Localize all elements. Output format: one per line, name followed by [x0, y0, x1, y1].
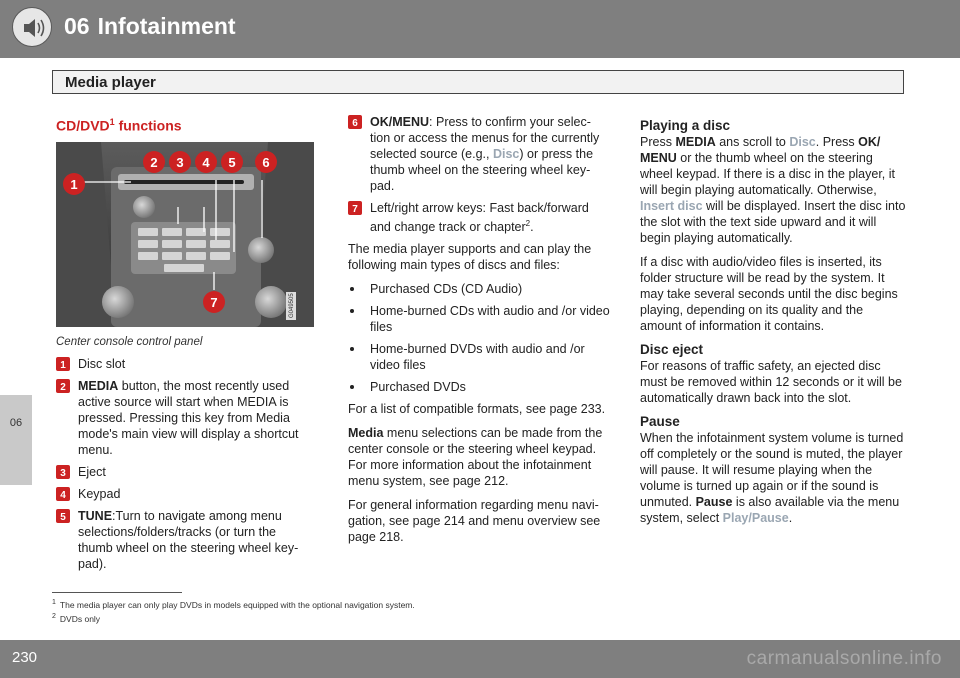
- number-marker-icon: [56, 379, 70, 393]
- footnote-divider: [52, 592, 182, 593]
- callout-2: 2: [150, 154, 158, 170]
- footnote-2: $^2$ DVDs only: [52, 612, 101, 624]
- list-item: Home-burned DVDs with audio and /or video files: [348, 341, 610, 373]
- page-number: 230: [12, 649, 38, 666]
- playing-disc-heading: Playing a disc: [640, 118, 731, 133]
- list-item: 5 TUNE:Turn to navigate among menu selections/folders/tracks (or turn the thumb wheel on the steering wheel key-pad).: [56, 508, 311, 572]
- left-margin: [0, 58, 32, 640]
- svg-text:6: 6: [352, 118, 358, 129]
- folder-structure-paragraph: If a disc with audio/video files is inserted, its folder structure will be read by the system. It may take several seconds until the disc begins playing, depending on its quality and the amount of information it contains.: [640, 255, 898, 333]
- pause-heading: Pause: [640, 414, 680, 429]
- list-item: 4 Keypad: [56, 486, 311, 502]
- playing-disc-paragraph: Press MEDIA ans scroll to Disc. Press OK/ MENU or the thumb wheel on the steering wheel keypad. If there is a disc in the player, it will begin playing automatically. Otherwise, Insert disc will be displayed. Insert the disc into the slot with the text side upward and it will begin playing automatically.: [640, 135, 906, 245]
- side-tab-label: 06: [9, 417, 23, 429]
- svg-text:1: 1: [60, 359, 66, 371]
- number-marker-icon: [348, 201, 362, 215]
- number-marker-icon: [56, 465, 70, 479]
- svg-text:5: 5: [60, 511, 66, 523]
- photo-code: G049505: [289, 292, 295, 318]
- list-item: 6 OK/MENU: Press to confirm your selec-tion or access the menus for the currently selected source (e.g., Disc) or press the thumb wheel on the steering wheel key-pad.: [348, 114, 610, 194]
- column-2: [348, 114, 610, 553]
- footnote-1: $^1$ The media player can only play DVDs in models equipped with the optional navigation system.: [52, 599, 415, 610]
- callout-7: 7: [210, 294, 218, 310]
- cd-dvd-heading: CD/DVD$^1$ functions: [56, 117, 182, 134]
- general-info-paragraph: For general information regarding menu navi-gation, see page 214 and menu overview see page 218.: [348, 498, 601, 545]
- callout-1: 1: [70, 176, 78, 192]
- list-item: Purchased DVDs: [348, 379, 610, 395]
- chapter-number: 06: [64, 13, 90, 39]
- callout-4: 4: [202, 154, 210, 170]
- center-console-illustration: [56, 142, 314, 327]
- number-marker-icon: [56, 509, 70, 523]
- list-item: 3 Eject: [56, 464, 311, 480]
- svg-text:7: 7: [352, 204, 358, 215]
- chapter-title: [64, 13, 236, 40]
- number-marker-icon: [56, 357, 70, 371]
- chapter-header-bar: [0, 0, 960, 58]
- svg-text:2: 2: [60, 381, 66, 393]
- supported-discs-intro: The media player supports and can play the following main types of discs and files:: [348, 242, 592, 273]
- footnotes: [52, 597, 415, 625]
- callout-5: 5: [228, 154, 236, 170]
- page-footer-bar: [0, 640, 960, 678]
- column-3: [640, 114, 908, 534]
- media-menu-paragraph: Media menu selections can be made from the center console or the steering wheel keypad. For more information about the infotainment menu system, see page 212.: [348, 426, 603, 489]
- list-item: 1 Disc slot: [56, 356, 311, 372]
- callout-3: 3: [176, 154, 184, 170]
- number-marker-icon: [56, 487, 70, 501]
- svg-text:4: 4: [60, 489, 66, 501]
- photo-caption: Center console control panel: [56, 335, 203, 348]
- disc-eject-paragraph: For reasons of traffic safety, an ejected disc must be removed within 12 seconds or it will be automatically drawn back into the slot.: [640, 359, 902, 405]
- column-1: [56, 114, 311, 578]
- pause-paragraph: When the infotainment system volume is turned off completely or the sound is muted, the player will pause. It will resume playing when the volume is turned up again or if the sound is unmuted. Pause is also available via the menu system, select Play/Pause.: [640, 431, 904, 525]
- watermark: carmanualsonline.info: [746, 648, 942, 669]
- callout-6: 6: [262, 154, 270, 170]
- speaker-icon: [12, 7, 52, 47]
- list-item: Home-burned CDs with audio and /or video files: [348, 303, 610, 335]
- list-item: 2 MEDIA button, the most recently used active source will start when MEDIA is pressed. Pressing this key from Media mode's main view will display a shortcut menu.: [56, 378, 311, 458]
- section-title-box: [52, 70, 904, 94]
- disc-eject-heading: Disc eject: [640, 342, 704, 357]
- chapter-name: Infotainment: [97, 13, 236, 39]
- svg-text:3: 3: [60, 467, 66, 479]
- list-item: 7 Left/right arrow keys: Fast back/forward and change track or chapter$^2$.: [348, 200, 610, 235]
- section-title: Media player: [65, 74, 156, 91]
- formats-paragraph: For a list of compatible formats, see page 233.: [348, 402, 606, 417]
- chapter-side-tab: [0, 395, 32, 485]
- console-photo: [56, 142, 314, 327]
- list-item: Purchased CDs (CD Audio): [348, 281, 610, 297]
- number-marker-icon: [348, 115, 362, 129]
